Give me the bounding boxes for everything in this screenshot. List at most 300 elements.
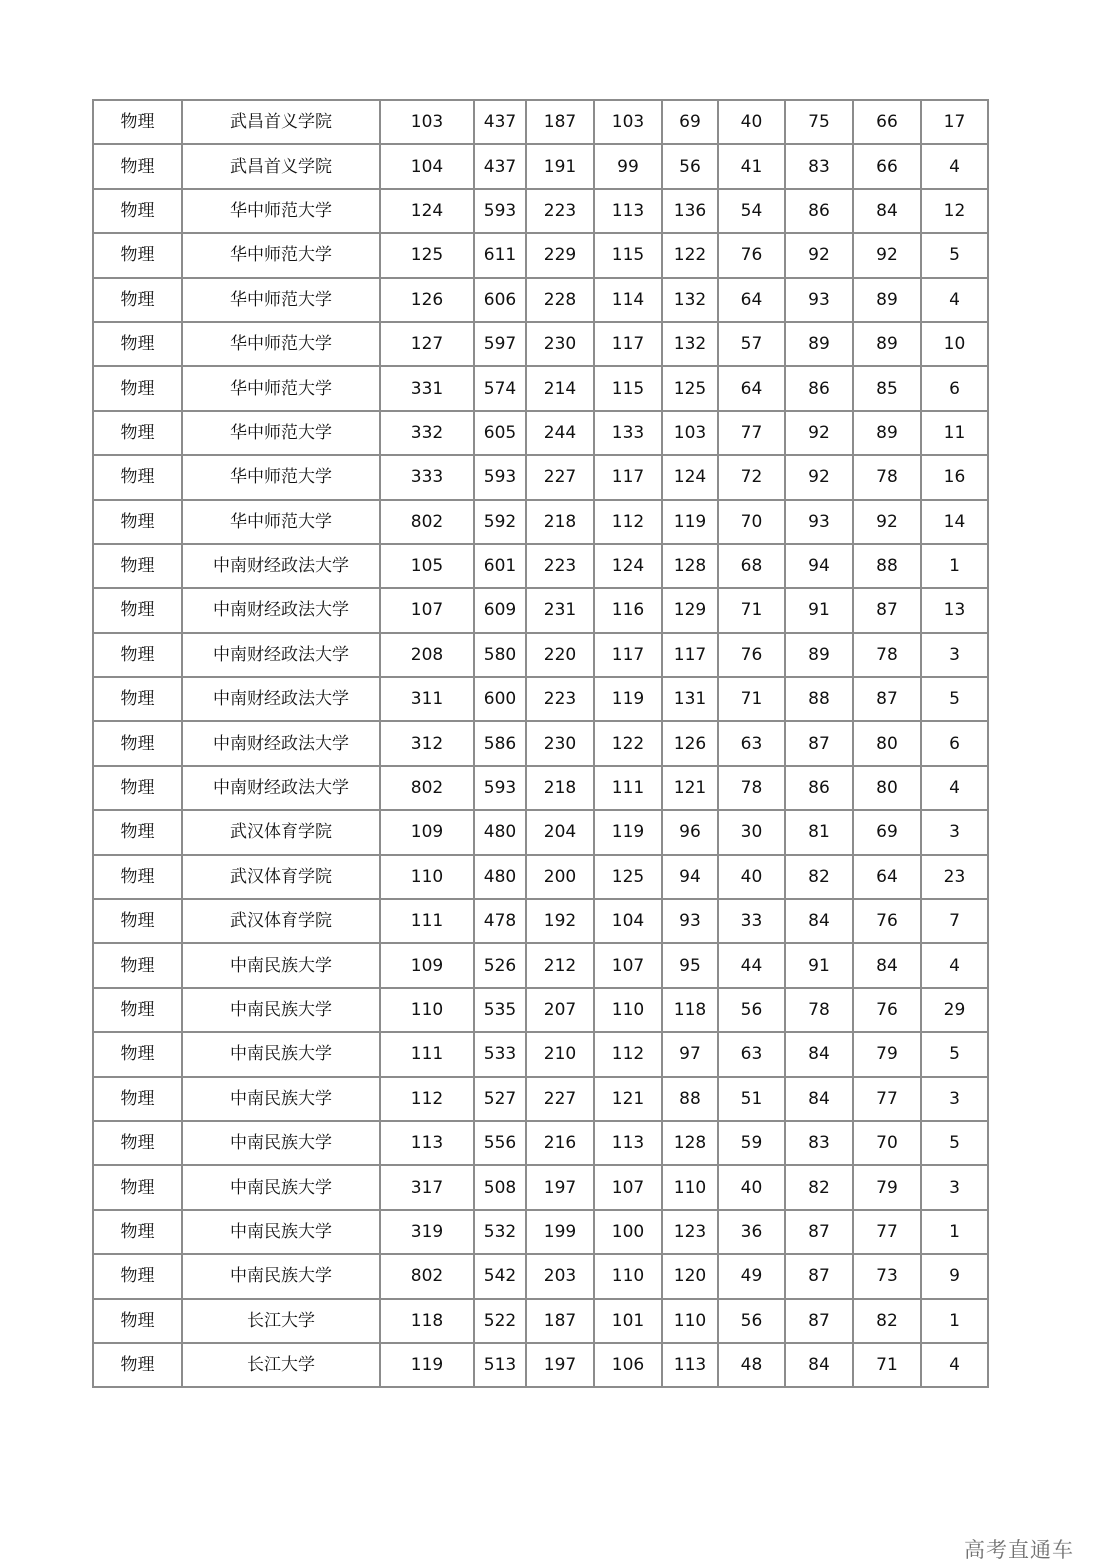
score-cell: 44 — [718, 943, 785, 987]
table-row — [93, 1254, 988, 1298]
school-name-cell: 中南民族大学 — [182, 943, 380, 987]
school-name-cell: 武汉体育学院 — [182, 855, 380, 899]
score-cell: 80 — [853, 766, 921, 810]
score-cell: 71 — [718, 677, 785, 721]
subject-cell: 物理 — [93, 455, 182, 499]
count-cell: 10 — [921, 322, 988, 366]
school-name-cell: 中南民族大学 — [182, 1077, 380, 1121]
major-group-code-cell: 125 — [380, 233, 474, 277]
score-cell: 223 — [526, 677, 594, 721]
score-cell: 80 — [853, 721, 921, 765]
subject-cell: 物理 — [93, 322, 182, 366]
count-cell: 14 — [921, 500, 988, 544]
subject-cell: 物理 — [93, 766, 182, 810]
school-name-cell: 中南财经政法大学 — [182, 721, 380, 765]
major-group-code-cell: 103 — [380, 100, 474, 144]
subject-cell: 物理 — [93, 855, 182, 899]
score-cell: 120 — [662, 1254, 718, 1298]
table-row — [93, 988, 988, 1032]
score-cell: 110 — [594, 1254, 662, 1298]
count-cell: 5 — [921, 1121, 988, 1165]
admission-scores-table — [92, 99, 989, 1388]
score-cell: 79 — [853, 1032, 921, 1076]
table-row — [93, 899, 988, 943]
score-cell: 95 — [662, 943, 718, 987]
table-row — [93, 855, 988, 899]
major-group-code-cell: 111 — [380, 1032, 474, 1076]
table-body — [93, 100, 988, 1387]
score-cell: 84 — [853, 943, 921, 987]
score-cell: 91 — [785, 588, 853, 632]
subject-cell: 物理 — [93, 278, 182, 322]
count-cell: 9 — [921, 1254, 988, 1298]
count-cell: 3 — [921, 1165, 988, 1209]
major-group-code-cell: 105 — [380, 544, 474, 588]
score-cell: 89 — [853, 322, 921, 366]
school-name-cell: 华中师范大学 — [182, 322, 380, 366]
score-cell: 210 — [526, 1032, 594, 1076]
subject-cell: 物理 — [93, 1299, 182, 1343]
major-group-code-cell: 127 — [380, 322, 474, 366]
score-cell: 207 — [526, 988, 594, 1032]
count-cell: 12 — [921, 189, 988, 233]
score-cell: 76 — [853, 988, 921, 1032]
score-cell: 84 — [785, 1343, 853, 1387]
score-cell: 117 — [594, 455, 662, 499]
subject-cell: 物理 — [93, 721, 182, 765]
score-cell: 112 — [594, 1032, 662, 1076]
score-cell: 92 — [785, 455, 853, 499]
table-row — [93, 100, 988, 144]
score-cell: 30 — [718, 810, 785, 854]
subject-cell: 物理 — [93, 366, 182, 410]
school-name-cell: 中南财经政法大学 — [182, 544, 380, 588]
major-group-code-cell: 331 — [380, 366, 474, 410]
count-cell: 4 — [921, 1343, 988, 1387]
count-cell: 4 — [921, 144, 988, 188]
score-cell: 200 — [526, 855, 594, 899]
score-cell: 115 — [594, 233, 662, 277]
score-cell: 99 — [594, 144, 662, 188]
major-group-code-cell: 124 — [380, 189, 474, 233]
major-group-code-cell: 111 — [380, 899, 474, 943]
major-group-code-cell: 319 — [380, 1210, 474, 1254]
score-cell: 64 — [718, 278, 785, 322]
score-cell: 223 — [526, 544, 594, 588]
score-cell: 83 — [785, 144, 853, 188]
score-cell: 88 — [853, 544, 921, 588]
major-group-code-cell: 802 — [380, 1254, 474, 1298]
score-cell: 81 — [785, 810, 853, 854]
score-cell: 86 — [785, 189, 853, 233]
score-cell: 103 — [594, 100, 662, 144]
school-name-cell: 中南民族大学 — [182, 1254, 380, 1298]
score-cell: 100 — [594, 1210, 662, 1254]
score-cell: 437 — [474, 144, 526, 188]
score-cell: 76 — [718, 233, 785, 277]
score-cell: 96 — [662, 810, 718, 854]
score-cell: 437 — [474, 100, 526, 144]
score-cell: 527 — [474, 1077, 526, 1121]
score-cell: 611 — [474, 233, 526, 277]
score-cell: 110 — [662, 1299, 718, 1343]
score-cell: 191 — [526, 144, 594, 188]
major-group-code-cell: 802 — [380, 766, 474, 810]
count-cell: 4 — [921, 278, 988, 322]
score-cell: 116 — [594, 588, 662, 632]
score-cell: 125 — [662, 366, 718, 410]
score-cell: 228 — [526, 278, 594, 322]
score-cell: 92 — [853, 500, 921, 544]
score-cell: 82 — [785, 855, 853, 899]
score-cell: 48 — [718, 1343, 785, 1387]
subject-cell: 物理 — [93, 588, 182, 632]
score-cell: 586 — [474, 721, 526, 765]
score-cell: 104 — [594, 899, 662, 943]
score-cell: 597 — [474, 322, 526, 366]
table-row — [93, 189, 988, 233]
score-cell: 132 — [662, 322, 718, 366]
school-name-cell: 中南财经政法大学 — [182, 633, 380, 677]
subject-cell: 物理 — [93, 810, 182, 854]
table-row — [93, 322, 988, 366]
score-cell: 87 — [785, 1254, 853, 1298]
table-row — [93, 233, 988, 277]
count-cell: 16 — [921, 455, 988, 499]
score-cell: 199 — [526, 1210, 594, 1254]
subject-cell: 物理 — [93, 100, 182, 144]
score-cell: 187 — [526, 100, 594, 144]
score-cell: 40 — [718, 100, 785, 144]
subject-cell: 物理 — [93, 544, 182, 588]
score-cell: 92 — [785, 233, 853, 277]
count-cell: 5 — [921, 677, 988, 721]
score-cell: 66 — [853, 100, 921, 144]
score-cell: 87 — [785, 1210, 853, 1254]
score-cell: 112 — [594, 500, 662, 544]
score-cell: 36 — [718, 1210, 785, 1254]
school-name-cell: 长江大学 — [182, 1343, 380, 1387]
score-cell: 76 — [853, 899, 921, 943]
school-name-cell: 武昌首义学院 — [182, 100, 380, 144]
score-cell: 480 — [474, 810, 526, 854]
major-group-code-cell: 208 — [380, 633, 474, 677]
score-cell: 192 — [526, 899, 594, 943]
score-cell: 124 — [594, 544, 662, 588]
score-cell: 94 — [662, 855, 718, 899]
subject-cell: 物理 — [93, 1077, 182, 1121]
score-cell: 136 — [662, 189, 718, 233]
subject-cell: 物理 — [93, 189, 182, 233]
score-cell: 70 — [718, 500, 785, 544]
major-group-code-cell: 126 — [380, 278, 474, 322]
score-cell: 230 — [526, 721, 594, 765]
score-cell: 88 — [662, 1077, 718, 1121]
score-cell: 97 — [662, 1032, 718, 1076]
score-cell: 593 — [474, 455, 526, 499]
major-group-code-cell: 802 — [380, 500, 474, 544]
score-cell: 128 — [662, 544, 718, 588]
major-group-code-cell: 112 — [380, 1077, 474, 1121]
score-cell: 605 — [474, 411, 526, 455]
major-group-code-cell: 109 — [380, 943, 474, 987]
table-row — [93, 1077, 988, 1121]
score-cell: 128 — [662, 1121, 718, 1165]
score-cell: 92 — [785, 411, 853, 455]
school-name-cell: 中南民族大学 — [182, 988, 380, 1032]
school-name-cell: 华中师范大学 — [182, 366, 380, 410]
score-cell: 93 — [785, 278, 853, 322]
table-row — [93, 633, 988, 677]
score-cell: 54 — [718, 189, 785, 233]
score-cell: 107 — [594, 943, 662, 987]
table-row — [93, 766, 988, 810]
major-group-code-cell: 312 — [380, 721, 474, 765]
count-cell: 1 — [921, 1210, 988, 1254]
score-cell: 78 — [853, 455, 921, 499]
major-group-code-cell: 109 — [380, 810, 474, 854]
subject-cell: 物理 — [93, 1032, 182, 1076]
subject-cell: 物理 — [93, 633, 182, 677]
count-cell: 17 — [921, 100, 988, 144]
score-cell: 117 — [662, 633, 718, 677]
count-cell: 5 — [921, 1032, 988, 1076]
score-cell: 79 — [853, 1165, 921, 1209]
score-cell: 63 — [718, 1032, 785, 1076]
score-cell: 78 — [785, 988, 853, 1032]
score-cell: 533 — [474, 1032, 526, 1076]
school-name-cell: 华中师范大学 — [182, 455, 380, 499]
score-cell: 77 — [853, 1077, 921, 1121]
major-group-code-cell: 110 — [380, 855, 474, 899]
score-cell: 231 — [526, 588, 594, 632]
score-cell: 214 — [526, 366, 594, 410]
score-cell: 230 — [526, 322, 594, 366]
score-cell: 78 — [718, 766, 785, 810]
score-cell: 56 — [718, 988, 785, 1032]
score-cell: 133 — [594, 411, 662, 455]
table-row — [93, 366, 988, 410]
subject-cell: 物理 — [93, 500, 182, 544]
subject-cell: 物理 — [93, 943, 182, 987]
score-cell: 40 — [718, 1165, 785, 1209]
score-cell: 72 — [718, 455, 785, 499]
school-name-cell: 华中师范大学 — [182, 411, 380, 455]
score-cell: 87 — [853, 677, 921, 721]
score-cell: 68 — [718, 544, 785, 588]
count-cell: 11 — [921, 411, 988, 455]
score-cell: 125 — [594, 855, 662, 899]
count-cell: 6 — [921, 721, 988, 765]
score-cell: 574 — [474, 366, 526, 410]
school-name-cell: 武昌首义学院 — [182, 144, 380, 188]
score-cell: 83 — [785, 1121, 853, 1165]
score-cell: 77 — [718, 411, 785, 455]
count-cell: 13 — [921, 588, 988, 632]
table-row — [93, 1165, 988, 1209]
score-cell: 56 — [662, 144, 718, 188]
table-row — [93, 1343, 988, 1387]
score-cell: 122 — [594, 721, 662, 765]
table-row — [93, 588, 988, 632]
table-row — [93, 455, 988, 499]
score-cell: 220 — [526, 633, 594, 677]
score-cell: 101 — [594, 1299, 662, 1343]
major-group-code-cell: 317 — [380, 1165, 474, 1209]
score-cell: 71 — [853, 1343, 921, 1387]
score-cell: 119 — [594, 677, 662, 721]
subject-cell: 物理 — [93, 1210, 182, 1254]
count-cell: 29 — [921, 988, 988, 1032]
score-cell: 84 — [785, 1032, 853, 1076]
score-cell: 197 — [526, 1343, 594, 1387]
score-cell: 93 — [785, 500, 853, 544]
school-name-cell: 长江大学 — [182, 1299, 380, 1343]
score-cell: 56 — [718, 1299, 785, 1343]
subject-cell: 物理 — [93, 677, 182, 721]
school-name-cell: 武汉体育学院 — [182, 899, 380, 943]
score-cell: 197 — [526, 1165, 594, 1209]
score-cell: 122 — [662, 233, 718, 277]
school-name-cell: 武汉体育学院 — [182, 810, 380, 854]
score-cell: 110 — [662, 1165, 718, 1209]
score-cell: 84 — [785, 1077, 853, 1121]
score-cell: 106 — [594, 1343, 662, 1387]
score-cell: 76 — [718, 633, 785, 677]
school-name-cell: 中南民族大学 — [182, 1210, 380, 1254]
score-cell: 187 — [526, 1299, 594, 1343]
score-cell: 78 — [853, 633, 921, 677]
score-cell: 526 — [474, 943, 526, 987]
table-row — [93, 721, 988, 765]
score-cell: 204 — [526, 810, 594, 854]
school-name-cell: 华中师范大学 — [182, 500, 380, 544]
count-cell: 3 — [921, 633, 988, 677]
score-cell: 223 — [526, 189, 594, 233]
score-cell: 119 — [594, 810, 662, 854]
score-cell: 87 — [853, 588, 921, 632]
score-cell: 84 — [785, 899, 853, 943]
score-cell: 229 — [526, 233, 594, 277]
score-cell: 203 — [526, 1254, 594, 1298]
score-cell: 86 — [785, 366, 853, 410]
score-cell: 103 — [662, 411, 718, 455]
score-cell: 69 — [662, 100, 718, 144]
score-cell: 33 — [718, 899, 785, 943]
score-cell: 556 — [474, 1121, 526, 1165]
count-cell: 6 — [921, 366, 988, 410]
major-group-code-cell: 332 — [380, 411, 474, 455]
table-row — [93, 810, 988, 854]
table-row — [93, 943, 988, 987]
score-cell: 126 — [662, 721, 718, 765]
score-cell: 93 — [662, 899, 718, 943]
score-cell: 41 — [718, 144, 785, 188]
school-name-cell: 华中师范大学 — [182, 189, 380, 233]
score-cell: 535 — [474, 988, 526, 1032]
score-cell: 118 — [662, 988, 718, 1032]
score-cell: 51 — [718, 1077, 785, 1121]
watermark-text: 高考直通车 — [964, 1538, 1074, 1562]
subject-cell: 物理 — [93, 1121, 182, 1165]
subject-cell: 物理 — [93, 233, 182, 277]
score-cell: 212 — [526, 943, 594, 987]
table-row — [93, 1032, 988, 1076]
table-row — [93, 677, 988, 721]
score-cell: 73 — [853, 1254, 921, 1298]
table-row — [93, 278, 988, 322]
score-cell: 107 — [594, 1165, 662, 1209]
score-cell: 114 — [594, 278, 662, 322]
score-cell: 111 — [594, 766, 662, 810]
score-cell: 124 — [662, 455, 718, 499]
score-cell: 123 — [662, 1210, 718, 1254]
score-cell: 508 — [474, 1165, 526, 1209]
score-cell: 87 — [785, 721, 853, 765]
score-cell: 513 — [474, 1343, 526, 1387]
score-cell: 88 — [785, 677, 853, 721]
score-cell: 580 — [474, 633, 526, 677]
score-cell: 77 — [853, 1210, 921, 1254]
school-name-cell: 中南民族大学 — [182, 1032, 380, 1076]
table-row — [93, 500, 988, 544]
school-name-cell: 中南民族大学 — [182, 1165, 380, 1209]
subject-cell: 物理 — [93, 899, 182, 943]
score-cell: 227 — [526, 1077, 594, 1121]
score-cell: 66 — [853, 144, 921, 188]
score-cell: 63 — [718, 721, 785, 765]
score-cell: 218 — [526, 500, 594, 544]
score-cell: 592 — [474, 500, 526, 544]
score-cell: 71 — [718, 588, 785, 632]
table-row — [93, 544, 988, 588]
count-cell: 1 — [921, 544, 988, 588]
score-cell: 593 — [474, 766, 526, 810]
score-cell: 110 — [594, 988, 662, 1032]
score-cell: 115 — [594, 366, 662, 410]
count-cell: 1 — [921, 1299, 988, 1343]
table-row — [93, 144, 988, 188]
score-cell: 49 — [718, 1254, 785, 1298]
subject-cell: 物理 — [93, 144, 182, 188]
subject-cell: 物理 — [93, 1254, 182, 1298]
score-cell: 478 — [474, 899, 526, 943]
school-name-cell: 华中师范大学 — [182, 278, 380, 322]
count-cell: 5 — [921, 233, 988, 277]
school-name-cell: 华中师范大学 — [182, 233, 380, 277]
major-group-code-cell: 311 — [380, 677, 474, 721]
score-cell: 244 — [526, 411, 594, 455]
score-cell: 75 — [785, 100, 853, 144]
score-cell: 84 — [853, 189, 921, 233]
subject-cell: 物理 — [93, 988, 182, 1032]
subject-cell: 物理 — [93, 411, 182, 455]
score-cell: 82 — [785, 1165, 853, 1209]
score-cell: 117 — [594, 322, 662, 366]
score-cell: 600 — [474, 677, 526, 721]
score-cell: 542 — [474, 1254, 526, 1298]
score-cell: 59 — [718, 1121, 785, 1165]
score-cell: 82 — [853, 1299, 921, 1343]
score-cell: 89 — [853, 411, 921, 455]
school-name-cell: 中南财经政法大学 — [182, 766, 380, 810]
score-cell: 480 — [474, 855, 526, 899]
score-cell: 129 — [662, 588, 718, 632]
count-cell: 4 — [921, 766, 988, 810]
table-row — [93, 1299, 988, 1343]
major-group-code-cell: 118 — [380, 1299, 474, 1343]
count-cell: 7 — [921, 899, 988, 943]
